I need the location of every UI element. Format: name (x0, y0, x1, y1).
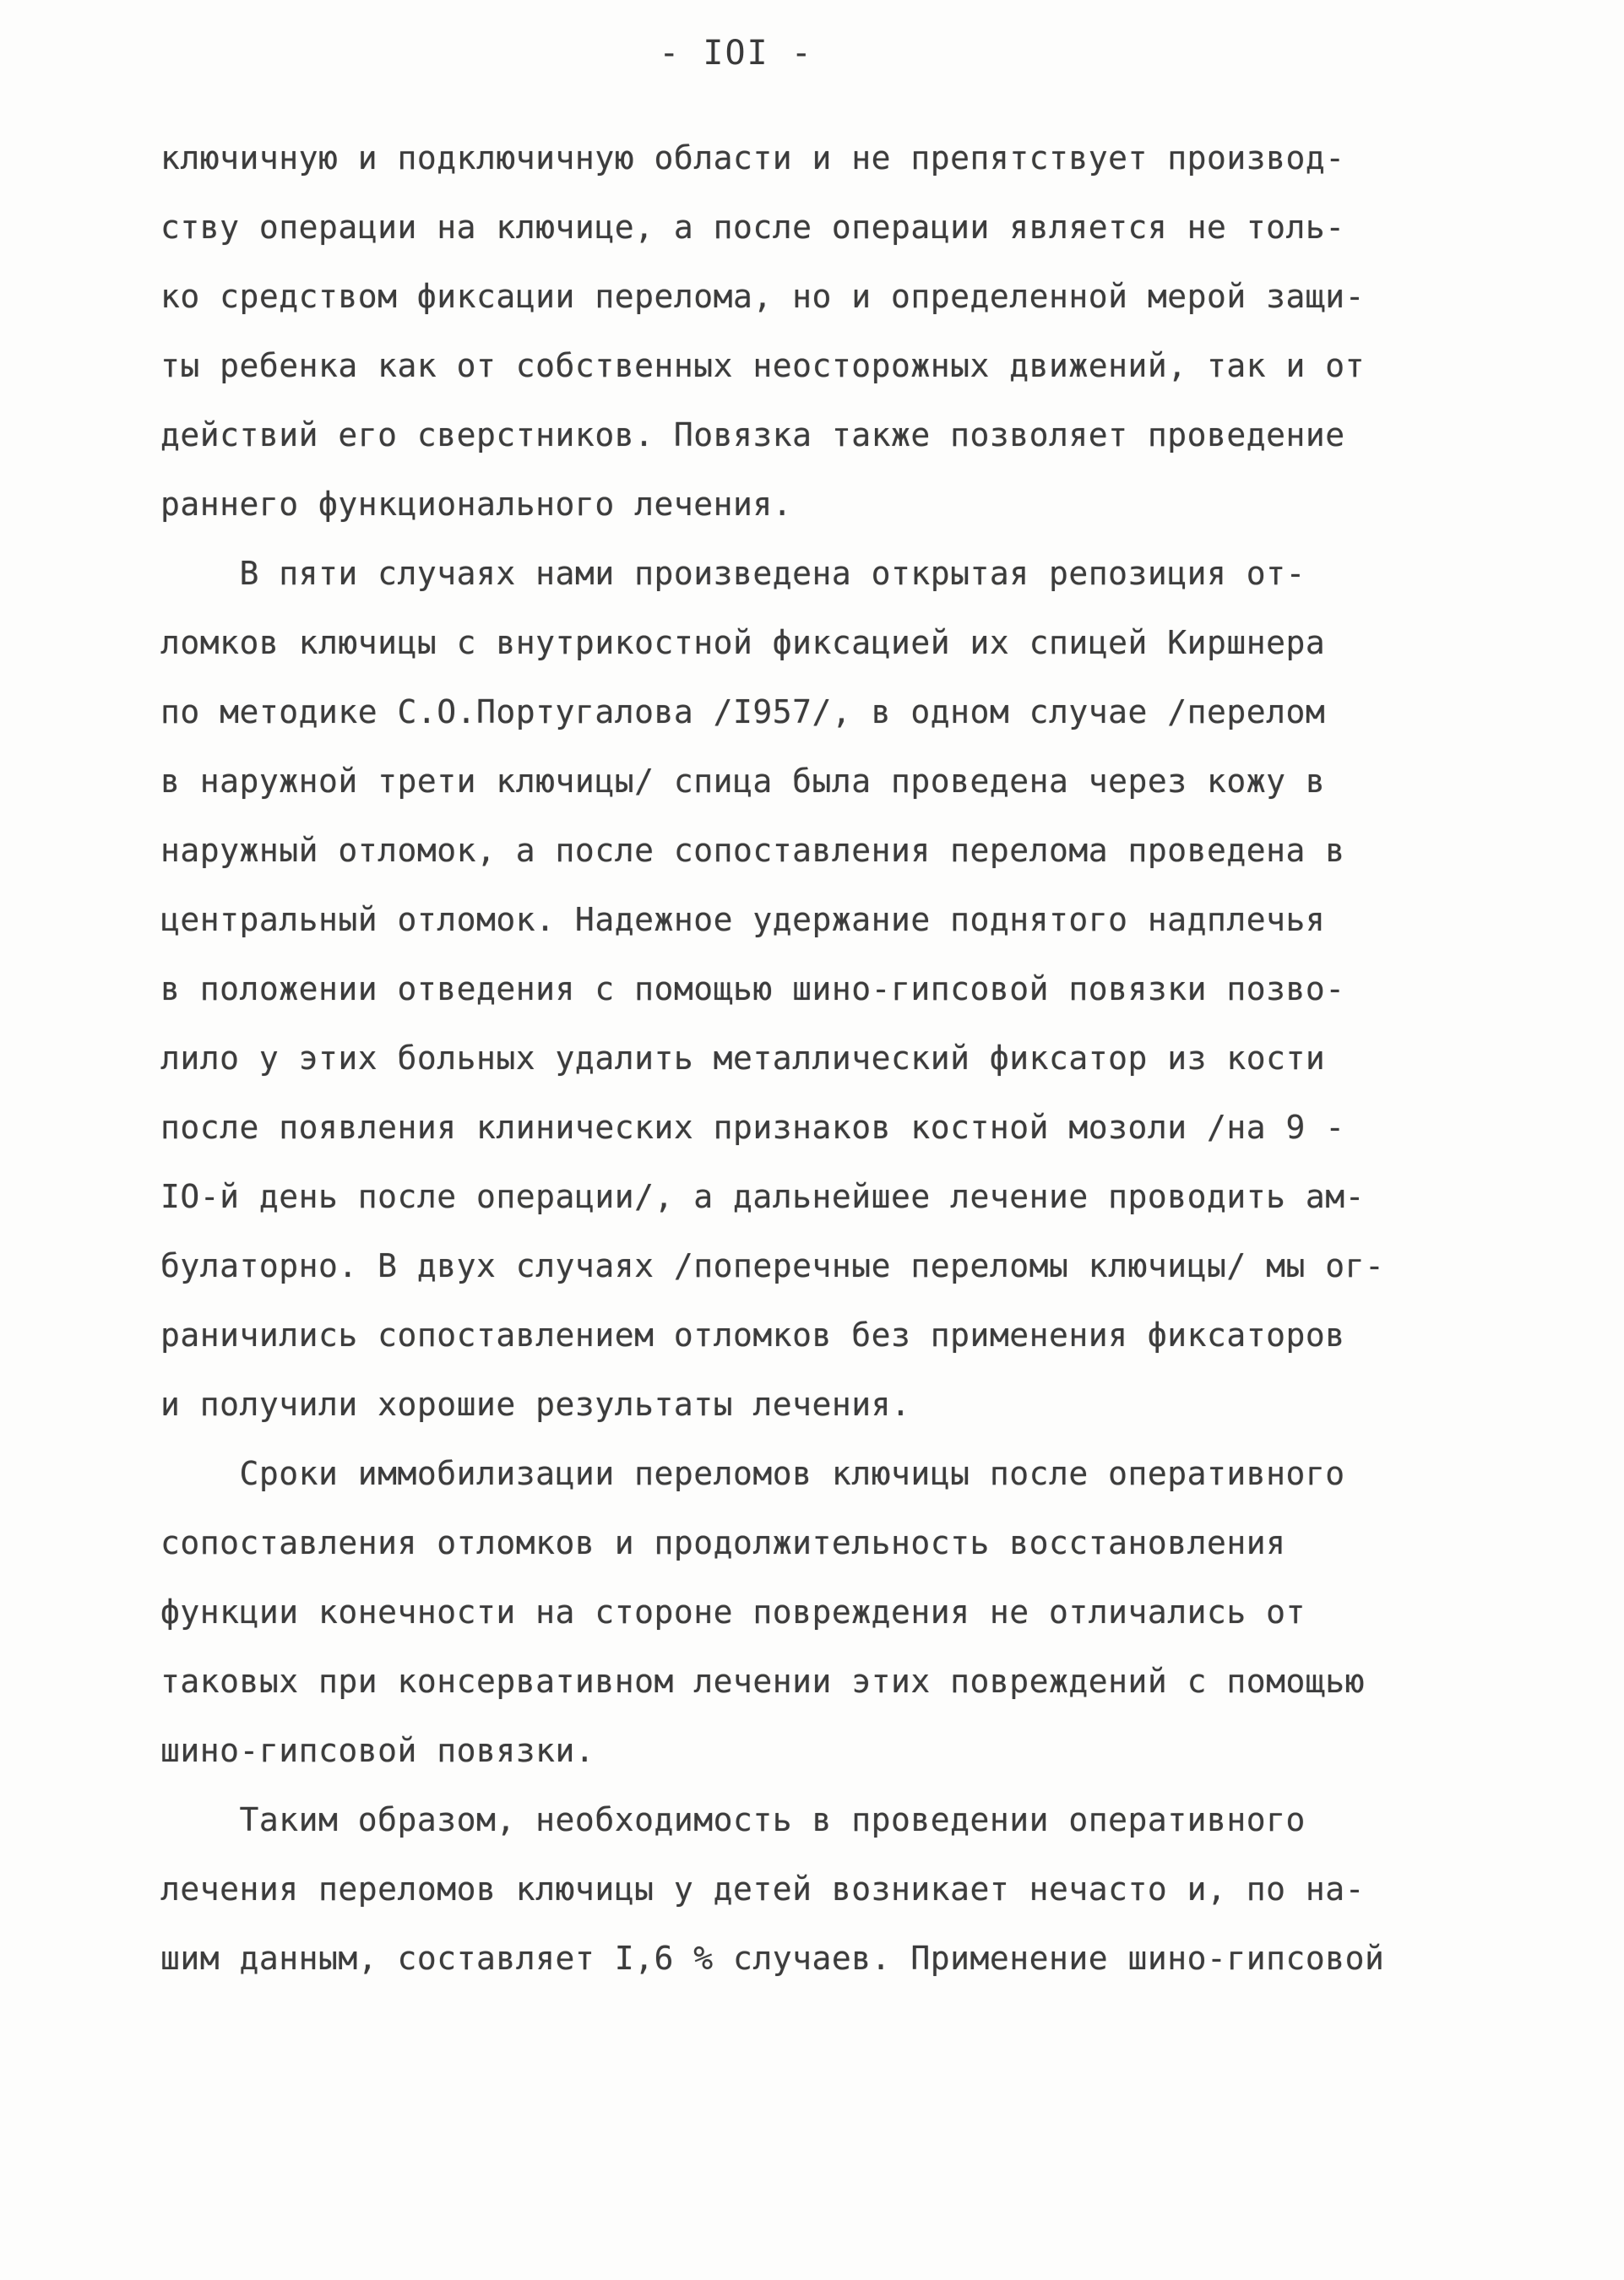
text-line: ты ребенка как от собственных неосторожных движений, так и от (160, 347, 1366, 384)
text-line: ключичную и подключичную области и не препятствует производ- (160, 139, 1345, 176)
text-line: IO-й день после операции/, а дальнейшее лечение проводить ам- (160, 1178, 1366, 1215)
text-line: по методике С.О.Португалова /I957/, в одном случае /перелом (160, 693, 1326, 730)
text-line: таковых при консервативном лечении этих повреждений с помощью (160, 1663, 1366, 1700)
text-line: Сроки иммобилизации переломов ключицы после оперативного (160, 1455, 1345, 1492)
text-line: лило у этих больных удалить металлический фиксатор из кости (160, 1040, 1326, 1077)
text-line: шим данным, составляет I,6 % случаев. Применение шино-гипсовой (160, 1940, 1385, 1977)
text-line: шино-гипсовой повязки. (160, 1732, 595, 1769)
page-number: - IOI - (659, 34, 813, 73)
text-line: ломков ключицы с внутрикостной фиксацией их спицей Киршнера (160, 624, 1326, 661)
text-line: раннего функционального лечения. (160, 486, 793, 523)
text-line: в положении отведения с помощью шино-гипсовой повязки позво- (160, 970, 1345, 1007)
text-line: после появления клинических признаков костной мозоли /на 9 - (160, 1109, 1345, 1146)
text-line: ству операции на ключице, а после операции является не толь- (160, 209, 1345, 246)
text-line: лечения переломов ключицы у детей возникает нечасто и, по на- (160, 1870, 1366, 1908)
text-line: В пяти случаях нами произведена открытая репозиция от- (160, 555, 1306, 592)
text-line: в наружной трети ключицы/ спица была проведена через кожу в (160, 763, 1326, 800)
text-line: наружный отломок, а после сопоставления перелома проведена в (160, 832, 1345, 869)
text-line: раничились сопоставлением отломков без применения фиксаторов (160, 1316, 1345, 1354)
text-line: ко средством фиксации перелома, но и определенной мерой защи- (160, 278, 1366, 315)
text-line: сопоставления отломков и продолжительность восстановления (160, 1524, 1286, 1561)
text-line: действий его сверстников. Повязка также позволяет проведение (160, 416, 1345, 453)
text-line: Таким образом, необходимость в проведении оперативного (160, 1801, 1306, 1838)
text-line: и получили хорошие результаты лечения. (160, 1386, 911, 1423)
text-line: центральный отломок. Надежное удержание поднятого надплечья (160, 901, 1326, 938)
text-line: функции конечности на стороне повреждения не отличались от (160, 1593, 1306, 1631)
text-line: булаторно. В двух случаях /поперечные переломы ключицы/ мы ог- (160, 1247, 1385, 1284)
